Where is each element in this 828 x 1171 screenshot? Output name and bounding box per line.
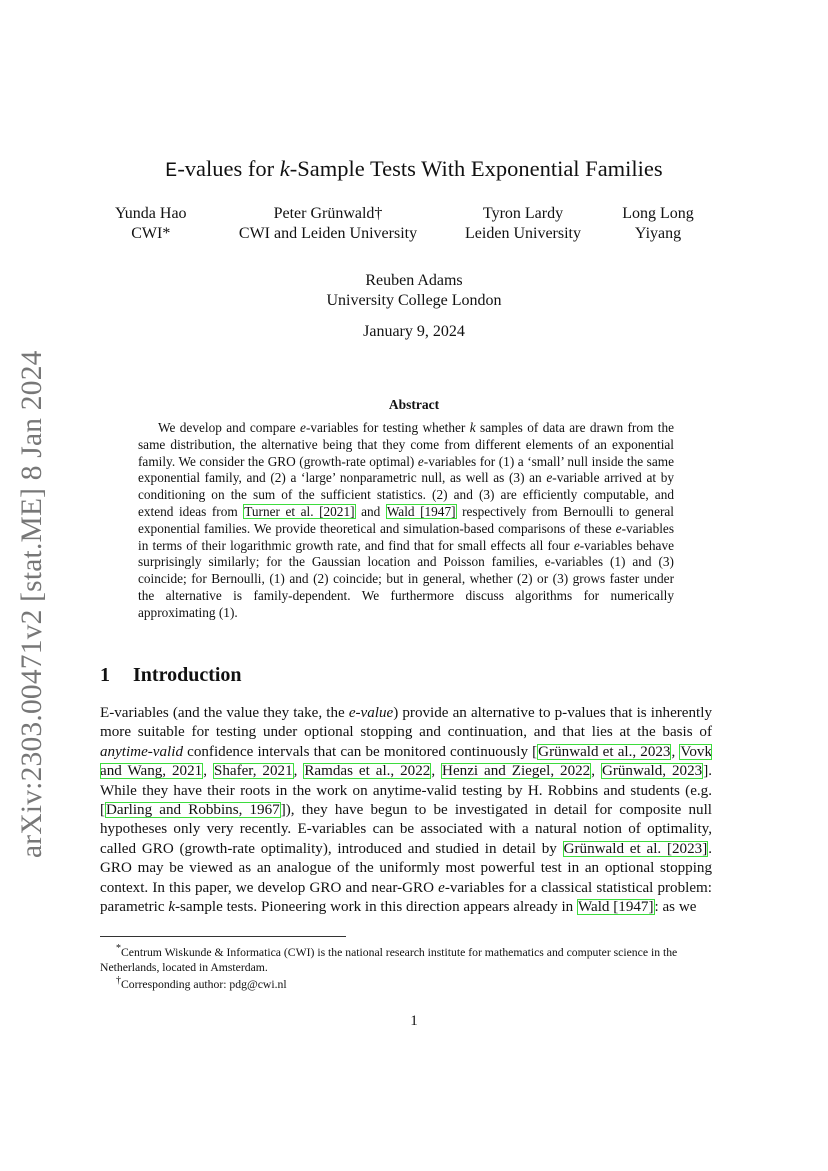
author-name: Peter Grünwald† (273, 205, 383, 222)
author-affiliation: Leiden University (465, 225, 581, 242)
citation-link[interactable]: Grünwald et al., 2023 (538, 743, 671, 760)
page-number: 1 (410, 1013, 418, 1029)
citation-link[interactable]: Darling and Robbins, 1967 (106, 802, 280, 819)
citation-link[interactable]: Vovk and Wang, 2021 (100, 743, 713, 780)
citation-link[interactable]: Henzi and Ziegel, 2022 (442, 763, 591, 780)
footnote: †Corresponding author: pdg@cwi.nl (116, 975, 287, 991)
arxiv-side-label: arXiv:2303.00471v2 [stat.ME] 8 Jan 2024 (16, 350, 48, 858)
abstract-text: We develop and compare e-variables for testing whether k samples of data are drawn from the same distribution, the alternative being that they come from different elements of an exponential family. We consider the GRO (growth-rate optimal) e-variables for (1) a ‘small’ null inside the same exponential family, and (2) a ‘large’ nonparametric null, as well as (3) an e-variable arrived at by conditioning on the sum of the sufficient statistics. (2) and (3) are efficiently computable, and extend ideas from Turner et al. [2021] and Wald [1947] respectively from Bernoulli to general exponential families. We provide theoretical and simulation-based comparisons of these e-variables in terms of their logarithmic growth rate, and find that for small effects all four e-variables behave surprisingly similarly; for the Gaussian location and Poisson families, e-variables (1) and (3) coincide; for Bernoulli, (1) and (2) coincide; but in general, whether (2) or (3) grows faster under the alternative is family-dependent. We furthermore discuss algorithms for numerically approximating (1). (138, 420, 675, 620)
section-heading: 1 Introduction (100, 664, 242, 686)
author-tyron-lardy (458, 204, 588, 244)
author-long-long (616, 204, 700, 244)
citation-link[interactable]: Turner et al. [2021] (244, 503, 355, 519)
author-reuben-adams (0, 271, 828, 311)
citation-link[interactable]: Wald [1947] (578, 899, 654, 916)
citation-link[interactable]: Wald [1947] (386, 503, 456, 519)
citation-link[interactable]: Shafer, 2021 (213, 763, 293, 780)
author-affiliation: CWI and Leiden University (238, 225, 418, 242)
citation-link[interactable]: Grünwald et al. [2023] (563, 840, 708, 857)
author-name: Yunda Hao (115, 205, 187, 222)
footnote: *Centrum Wiskunde & Informatica (CWI) is the national research institute for mathematics and computer science in the Netherlands, located in Amsterdam. (100, 943, 678, 974)
footnote-rule (100, 936, 346, 937)
abstract-heading: Abstract (388, 397, 440, 412)
author-name: Long Long (622, 205, 694, 222)
author-name: Reuben Adams (365, 272, 463, 289)
author-yunda-hao (115, 204, 187, 244)
author-peter-grunwald (229, 204, 427, 244)
citation-link[interactable]: Grünwald, 2023 (601, 763, 703, 780)
author-name: Tyron Lardy (482, 205, 564, 222)
intro-paragraph: E-variables (and the value they take, the e-value) provide an alternative to p-values that is inherently more suitable for testing under optional stopping and continuation, and that lies at the basis of anytime-valid confidence intervals that can be monitored continuously [Grünwald et al., 2023, Vovk and Wang, 2021, Shafer, 2021, Ramdas et al., 2022, Henzi and Ziegel, 2022, Grünwald, 2023]. While they have their roots in the work on anytime-valid testing by H. Robbins and students (e.g. [Darling and Robbins, 1967]), they have begun to be investigated in detail for composite null hypotheses only very recently. E-variables can be associated with a natural notion of optimality, called GRO (growth-rate optimality), introduced and studied in detail by Grünwald et al. [2023]. GRO may be viewed as an analogue of the uniformly most powerful test in an optional stopping context. In this paper, we develop GRO and near-GRO e-variables for a classical statistical problem: parametric k-sample tests. Pioneering work in this direction appears already in Wald [1947]: as we (100, 705, 713, 916)
author-affiliation: University College London (326, 292, 502, 309)
paper-date: January 9, 2024 (363, 323, 465, 340)
citation-link[interactable]: Ramdas et al., 2022 (304, 763, 431, 780)
author-affiliation: CWI* (131, 225, 171, 242)
author-affiliation: Yiyang (634, 225, 682, 242)
paper-title: E-values for k-Sample Tests With Exponential Families (165, 156, 663, 183)
